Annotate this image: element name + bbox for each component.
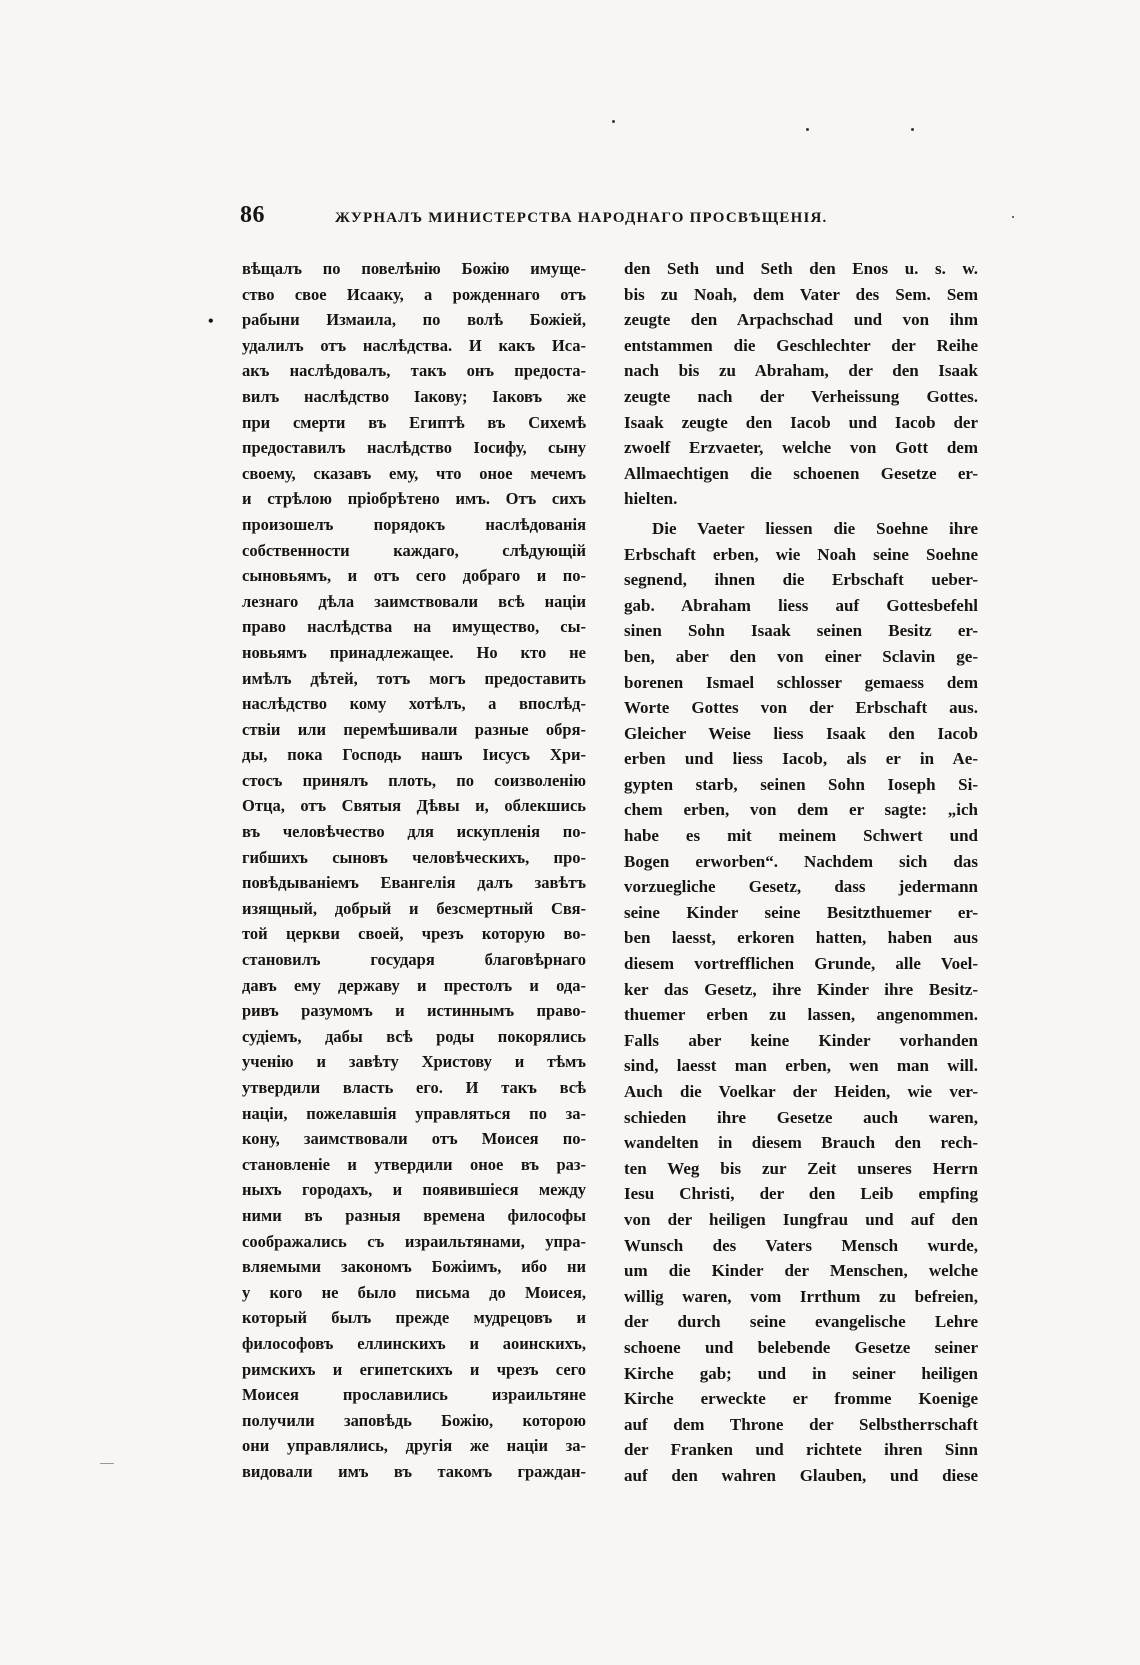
text-line: собственности каждаго, слѣдующій: [242, 540, 586, 560]
text-line: ствіи или перемѣшивали разные обря-: [242, 719, 586, 739]
text-line: націи, пожелавшія управляться по за-: [242, 1103, 586, 1123]
left-column-russian: [242, 256, 586, 1485]
text-line: получили заповѣдь Божію, которою: [242, 1410, 586, 1430]
text-line: повѣдываніемъ Евангелія далъ завѣтъ: [242, 873, 586, 893]
text-line: который былъ прежде мудрецовъ и: [242, 1308, 586, 1328]
text-line: chem erben, von dem er sagte: „ich: [624, 800, 978, 820]
text-line: наслѣдство кому хотѣлъ, а впослѣд-: [242, 694, 586, 714]
text-line: diesem vortrefflichen Grunde, alle Voel-: [624, 954, 978, 974]
text-line: становилъ государя благовѣрнаго: [242, 950, 586, 970]
text-line: willig waren, vom Irrthum zu befreien,: [624, 1286, 978, 1306]
text-line: давъ ему державу и престолъ и ода-: [242, 975, 586, 995]
text-line: рабыни Измаила, по волѣ Божіей,: [242, 310, 586, 330]
text-line: borenen Ismael schlosser gemaess dem: [624, 672, 978, 692]
text-line: ben, aber den von einer Sclavin ge-: [624, 646, 978, 666]
text-line: Die Vaeter liessen die Soehne ihre: [652, 518, 978, 538]
text-line: zeugte den Arpachschad und von ihm: [624, 310, 978, 330]
text-line: Isaak zeugte den Iacob und Iacob der: [624, 412, 978, 432]
text-line: сыновьямъ, и отъ сего добраго и по-: [242, 566, 586, 586]
text-line: предоставилъ наслѣдство Іосифу, сыну: [242, 438, 586, 458]
text-line: видовали имъ въ такомъ граждан-: [242, 1461, 586, 1481]
text-line: bis zu Noah, dem Vater des Sem. Sem: [624, 284, 978, 304]
text-line: schieden ihre Gesetze auch waren,: [624, 1107, 978, 1127]
text-line: становленіе и утвердили оное въ раз-: [242, 1154, 586, 1174]
text-line: и стрѣлою пріобрѣтено имъ. Отъ сихъ: [242, 489, 586, 509]
text-line: Erbschaft erben, wie Noah seine Soehne: [624, 544, 978, 564]
scan-speck: [806, 128, 809, 131]
text-line: ство свое Исааку, а рожденнаго отъ: [242, 284, 586, 304]
text-line: segnend, ihnen die Erbschaft ueber-: [624, 570, 978, 590]
page-header: [240, 202, 900, 242]
text-line: изящный, добрый и безсмертный Свя-: [242, 898, 586, 918]
page-number: 86: [240, 202, 265, 228]
text-line: auf dem Throne der Selbstherrschaft: [624, 1414, 978, 1434]
text-line: der Franken und richtete ihren Sinn: [624, 1440, 978, 1460]
text-line: den Seth und Seth den Enos u. s. w.: [624, 259, 978, 278]
text-line: ten Weg bis zur Zeit unseres Herrn: [624, 1158, 978, 1178]
paragraph: [624, 256, 978, 512]
text-line: гибшихъ сыновъ человѣческихъ, про-: [242, 847, 586, 867]
text-line: ривъ разумомъ и истиннымъ право-: [242, 1001, 586, 1021]
text-line: Wunsch des Vaters Mensch wurde,: [624, 1235, 978, 1255]
text-line: своему, сказавъ ему, что оное мечемъ: [242, 463, 586, 483]
text-line: Falls aber keine Kinder vorhanden: [624, 1030, 978, 1050]
text-line: Kirche erweckte er fromme Koenige: [624, 1389, 978, 1409]
text-line: Bogen erworben“. Nachdem sich das: [624, 851, 978, 871]
text-line: новьямъ принадлежащее. Но кто не: [242, 642, 586, 662]
scan-mark: [100, 1463, 114, 1464]
text-line: вѣщалъ по повелѣнію Божію имуще-: [242, 259, 586, 278]
text-line: въ человѣчество для искупленія по-: [242, 822, 586, 842]
text-line: hielten.: [624, 489, 678, 509]
text-line: они управлялись, другія же націи за-: [242, 1436, 586, 1456]
text-line: vorzuegliche Gesetz, dass jedermann: [624, 877, 978, 897]
text-line: утвердили власть его. И такъ всѣ: [242, 1078, 586, 1097]
margin-mark: •: [208, 313, 214, 330]
text-line: ды, пока Господь нашъ Іисусъ Хри-: [242, 745, 586, 765]
text-line: стосъ принялъ плоть, по соизволенію: [242, 770, 586, 790]
text-line: erben und liess Iacob, als er in Ae-: [624, 749, 978, 769]
scan-speck: [1012, 216, 1014, 218]
text-line: Отца, отъ Святыя Дѣвы и, облекшись: [242, 796, 586, 816]
text-line: кону, заимствовали отъ Моисея по-: [242, 1129, 586, 1149]
text-line: von der heiligen Iungfrau und auf den: [624, 1209, 978, 1229]
text-line: wandelten in diesem Brauch den rech-: [624, 1133, 978, 1153]
text-line: при смерти въ Египтѣ въ Сихемѣ: [242, 412, 586, 432]
text-line: auf den wahren Glauben, und diese: [624, 1465, 978, 1485]
text-line: ker das Gesetz, ihre Kinder ihre Besitz-: [624, 979, 978, 999]
text-line: ныхъ городахъ, и появившіеся между: [242, 1180, 586, 1200]
text-line: zeugte nach der Verheissung Gottes.: [624, 386, 978, 406]
text-line: sind, laesst man erben, wen man will.: [624, 1056, 978, 1076]
text-line: право наслѣдства на имущество, сы-: [242, 617, 586, 637]
text-line: ученію и завѣту Христову и тѣмъ: [242, 1052, 586, 1072]
text-line: имѣлъ дѣтей, тотъ могъ предоставить: [242, 668, 586, 688]
text-line: habe es mit meinem Schwert und: [624, 826, 978, 846]
text-line: Worte Gottes von der Erbschaft aus.: [624, 698, 978, 718]
text-line: entstammen die Geschlechter der Reihe: [624, 335, 978, 355]
text-line: gab. Abraham liess auf Gottesbefehl: [624, 595, 978, 615]
text-line: акъ наслѣдовалъ, такъ онъ предоста-: [242, 361, 586, 381]
text-line: вилъ наслѣдство Іакову; Іаковъ же: [242, 386, 586, 406]
text-line: schoene und belebende Gesetze seiner: [624, 1337, 978, 1357]
text-line: философовъ еллинскихъ и аоинскихъ,: [242, 1333, 586, 1353]
text-line: Моисея прославились израильтяне: [242, 1385, 586, 1405]
text-line: zwoelf Erzvaeter, welche von Gott dem: [624, 438, 978, 458]
text-line: Kirche gab; und in seiner heiligen: [624, 1363, 978, 1383]
text-line: thuemer erben zu lassen, angenommen.: [624, 1005, 978, 1025]
text-line: Iesu Christi, der den Leib empfing: [624, 1184, 978, 1204]
text-line: судіемъ, дабы всѣ роды покорялись: [242, 1026, 586, 1046]
text-line: der durch seine evangelische Lehre: [624, 1312, 978, 1332]
paragraph: [624, 516, 978, 1489]
text-line: um die Kinder der Menschen, welche: [624, 1261, 978, 1281]
scan-speck: [911, 128, 914, 131]
text-line: римскихъ и египетскихъ и чрезъ сего: [242, 1359, 586, 1379]
running-title: ЖУРНАЛЪ МИНИСТЕРСТВА НАРОДНАГО ПРОСВѢЩЕНІЯ.: [335, 210, 828, 226]
text-line: произошелъ порядокъ наслѣдованія: [242, 514, 586, 534]
text-line: ben laesst, erkoren hatten, haben aus: [624, 928, 978, 948]
text-line: той церкви своей, чрезъ которую во-: [242, 924, 586, 944]
text-line: ними въ разныя времена философы: [242, 1205, 586, 1225]
text-line: Gleicher Weise liess Isaak den Iacob: [624, 723, 978, 743]
text-line: sinen Sohn Isaak seinen Besitz er-: [624, 621, 978, 641]
text-line: удалилъ отъ наслѣдства. И какъ Иса-: [242, 335, 586, 355]
scan-speck: [612, 120, 615, 123]
text-line: соображались съ израильтянами, упра-: [242, 1231, 586, 1251]
text-line: nach bis zu Abraham, der den Isaak: [624, 361, 978, 381]
text-line: Allmaechtigen die schoenen Gesetze er-: [624, 463, 978, 483]
right-column-german: [624, 256, 978, 1489]
text-line: Auch die Voelkar der Heiden, wie ver-: [624, 1082, 978, 1101]
text-line: вляемыми закономъ Божіимъ, ибо ни: [242, 1257, 586, 1277]
text-line: у кого не было письма до Моисея,: [242, 1282, 586, 1302]
text-line: seine Kinder seine Besitzthuemer er-: [624, 902, 978, 922]
text-line: gypten starb, seinen Sohn Ioseph Si-: [624, 774, 978, 794]
text-line: лезнаго дѣла заимствовали всѣ націи: [242, 591, 586, 611]
